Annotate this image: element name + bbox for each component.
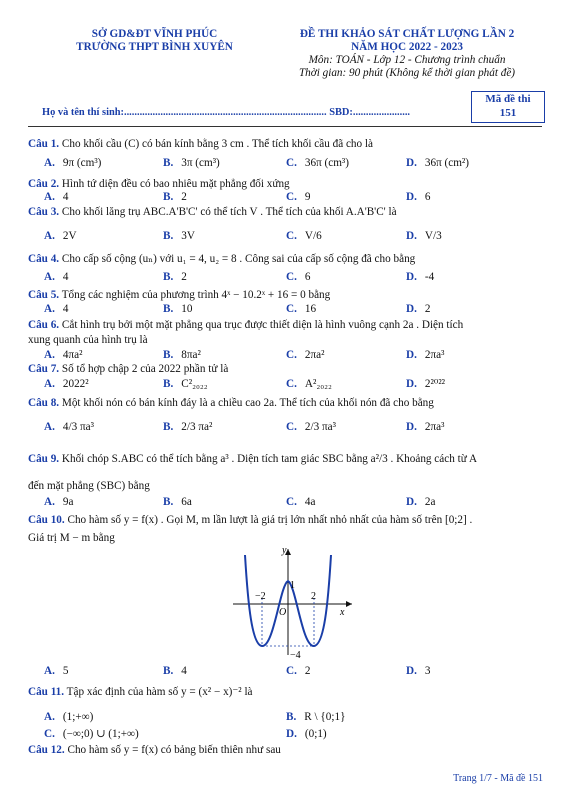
answer-option-a[interactable] xyxy=(44,156,101,170)
option-key: B. xyxy=(163,191,174,203)
option-value: (1;+∞) xyxy=(62,711,94,723)
option-key: A. xyxy=(44,230,55,242)
question-1 xyxy=(28,137,546,151)
answer-option-d[interactable] xyxy=(406,377,445,391)
question-7 xyxy=(28,362,546,376)
answer-option-b[interactable] xyxy=(163,270,187,284)
option-value: -4 xyxy=(424,271,435,283)
option-value: R \ {0;1} xyxy=(304,711,346,723)
answer-option-c[interactable] xyxy=(286,156,349,170)
option-value: 2πa³ xyxy=(424,349,445,361)
option-value: 36π (cm³) xyxy=(304,157,349,169)
option-value: (−∞;0) ∪ (1;+∞) xyxy=(62,728,139,740)
option-key: B. xyxy=(163,271,174,283)
option-value: V/6 xyxy=(304,230,322,242)
question-5 xyxy=(28,288,546,302)
question-text: Hình tứ diện đều có bao nhiêu mặt phẳng đối xứng xyxy=(61,178,290,190)
option-value: 2 xyxy=(424,303,431,315)
time-line: Thời gian: 90 phút (Không kể thời gian phát đề) xyxy=(298,67,516,79)
option-key: D. xyxy=(406,496,417,508)
option-key: A. xyxy=(44,349,55,361)
question-label: Câu 5. xyxy=(28,289,60,301)
question-label: Câu 9. xyxy=(28,453,60,465)
question-6 xyxy=(28,318,546,332)
option-key: A. xyxy=(44,271,55,283)
option-key: D. xyxy=(406,303,417,315)
option-value: 16 xyxy=(304,303,317,315)
answer-option-c[interactable] xyxy=(286,377,332,391)
option-key: D. xyxy=(406,421,417,433)
option-key: B. xyxy=(286,711,297,723)
answer-option-c[interactable] xyxy=(286,229,322,243)
answer-option-c[interactable] xyxy=(286,270,310,284)
header-divider xyxy=(28,126,542,127)
option-value: 10 xyxy=(181,303,193,315)
tick-label-1: 1 xyxy=(290,580,295,591)
option-key: C. xyxy=(286,271,297,283)
question-text: Cho hàm số y = f(x) có bảng biến thiên như sau xyxy=(67,744,281,756)
option-key: A. xyxy=(44,191,55,203)
department-name: SỞ GD&ĐT VĨNH PHÚC xyxy=(91,28,218,40)
option-key: D. xyxy=(406,157,417,169)
header-right xyxy=(262,28,552,80)
answer-option-d[interactable] xyxy=(406,348,444,362)
question-text: Cho hàm số y = f(x) . Gọi M, m lần lượt là giá trị lớn nhất nhỏ nhất của hàm số trên [0;2] . xyxy=(67,514,473,526)
option-key: D. xyxy=(406,665,417,677)
option-value: 4 xyxy=(62,191,69,203)
answer-option-a[interactable] xyxy=(44,495,73,509)
option-key: B. xyxy=(163,349,174,361)
answer-option-b[interactable] xyxy=(163,302,192,316)
question-text: Cho khối lăng trụ ABC.A'B'C' có thể tích V . Thể tích của khối A.A'B'C' là xyxy=(61,206,397,218)
option-key: D. xyxy=(406,230,417,242)
tick-label-neg2: −2 xyxy=(255,591,266,602)
option-key: D. xyxy=(406,349,417,361)
origin-label: O xyxy=(279,607,287,618)
question-label: Câu 2. xyxy=(28,178,60,190)
option-value: 2/3 πa³ xyxy=(304,421,336,433)
question-label: Câu 3. xyxy=(28,206,60,218)
option-key: D. xyxy=(406,271,417,283)
option-value: 4 xyxy=(62,303,69,315)
answer-option-c[interactable] xyxy=(286,495,315,509)
answer-option-b[interactable] xyxy=(163,664,187,678)
question-text: Tổng các nghiệm của phương trình 4ˣ − 10.2ˣ + 16 = 0 bằng xyxy=(61,289,331,301)
answer-option-b[interactable] xyxy=(163,377,208,391)
option-key: A. xyxy=(44,496,55,508)
school-year: NĂM HỌC 2022 - 2023 xyxy=(351,41,463,53)
option-value: 36π (cm²) xyxy=(424,157,469,169)
option-value: 8πa² xyxy=(181,349,201,361)
question-label: Câu 8. xyxy=(28,397,60,409)
answer-option-a[interactable] xyxy=(44,229,77,243)
option-value: 6 xyxy=(424,191,431,203)
option-value: V/3 xyxy=(424,230,442,242)
question-text-continued: đến mặt phẳng (SBC) bằng xyxy=(28,480,150,492)
option-value: 2²⁰²² xyxy=(424,378,446,390)
option-key: C. xyxy=(286,349,297,361)
option-value: 3V xyxy=(181,230,195,242)
option-value: 2a xyxy=(424,496,436,508)
question-text: Cho khối cầu (C) có bán kính bằng 3 cm . Thể tích khối cầu đã cho là xyxy=(61,138,373,150)
question-text: Tập xác định của hàm số y = (x² − x)⁻² là xyxy=(66,686,253,698)
question-text-continued: Giá trị M − m bằng xyxy=(28,532,115,544)
option-value: 4/3 πa³ xyxy=(62,421,94,433)
question-label: Câu 1. xyxy=(28,138,60,150)
page-footer: Trang 1/7 - Mã đề 151 xyxy=(453,773,543,784)
option-value: 2πa³ xyxy=(424,421,445,433)
option-key: B. xyxy=(163,157,174,169)
option-value: 2 xyxy=(304,665,311,677)
answer-option-d[interactable] xyxy=(406,420,444,434)
question-label: Câu 7. xyxy=(28,363,60,375)
answer-option-b[interactable] xyxy=(163,190,187,204)
option-value: C²₂₀₂₂ xyxy=(181,378,208,390)
answer-option-a[interactable] xyxy=(44,190,68,204)
question-2 xyxy=(28,177,546,191)
option-key: C. xyxy=(286,665,297,677)
answer-option-d[interactable] xyxy=(406,302,430,316)
option-key: C. xyxy=(286,421,297,433)
question-8 xyxy=(28,396,546,410)
answer-option-b[interactable] xyxy=(163,156,220,170)
tick-label-neg4: −4 xyxy=(290,650,301,661)
option-key: A. xyxy=(44,303,55,315)
option-key: C. xyxy=(286,496,297,508)
option-value: (0;1) xyxy=(304,728,327,740)
exam-code-label: Mã đề thi xyxy=(485,93,531,105)
answer-option-c[interactable] xyxy=(286,664,310,678)
option-key: D. xyxy=(406,378,417,390)
option-value: 9π (cm³) xyxy=(62,157,102,169)
option-value: 4 xyxy=(181,665,187,677)
question-label: Câu 12. xyxy=(28,744,65,756)
exam-code: 151 xyxy=(499,107,517,119)
school-name: TRƯỜNG THPT BÌNH XUYÊN xyxy=(76,41,233,53)
y-axis-label: y xyxy=(282,545,287,556)
answer-option-a[interactable] xyxy=(44,664,68,678)
question-11 xyxy=(28,685,546,699)
question-text-continued: xung quanh của hình trụ là xyxy=(28,334,148,346)
option-key: A. xyxy=(44,378,55,390)
answer-option-a[interactable] xyxy=(44,377,89,391)
answer-option-a[interactable] xyxy=(44,710,93,724)
function-graph xyxy=(228,545,358,663)
option-key: D. xyxy=(286,728,297,740)
option-value: 2 xyxy=(181,271,187,283)
answer-option-d[interactable] xyxy=(406,270,434,284)
question-text: Số tổ hợp chập 2 của 2022 phần tử là xyxy=(61,363,229,375)
header-left xyxy=(52,28,257,54)
answer-option-b[interactable] xyxy=(163,348,201,362)
answer-option-d[interactable] xyxy=(406,156,469,170)
option-value: 4 xyxy=(62,271,69,283)
answer-option-a[interactable] xyxy=(44,348,82,362)
answer-option-c[interactable] xyxy=(286,302,316,316)
option-value: 6a xyxy=(181,496,192,508)
option-value: 4a xyxy=(304,496,316,508)
answer-option-c[interactable] xyxy=(286,348,324,362)
option-key: B. xyxy=(163,496,174,508)
option-key: C. xyxy=(286,378,297,390)
answer-option-d[interactable] xyxy=(286,727,327,741)
option-value: 6 xyxy=(304,271,311,283)
exam-title: ĐỀ THI KHẢO SÁT CHẤT LƯỢNG LẦN 2 xyxy=(299,28,515,40)
option-key: C. xyxy=(286,303,297,315)
option-value: A²₂₀₂₂ xyxy=(304,378,332,390)
option-key: B. xyxy=(163,421,174,433)
answer-option-c[interactable] xyxy=(286,420,336,434)
answer-option-d[interactable] xyxy=(406,495,435,509)
question-9 xyxy=(28,452,546,466)
answer-option-b[interactable] xyxy=(163,495,192,509)
option-key: A. xyxy=(44,421,55,433)
option-value: 2/3 πa² xyxy=(181,421,213,433)
answer-option-a[interactable] xyxy=(44,302,68,316)
option-key: D. xyxy=(406,191,417,203)
answer-option-d[interactable] xyxy=(406,190,430,204)
student-info-line: Họ và tên thí sinh:.............................................................................. SBD:...................... xyxy=(42,107,411,118)
option-value: 9 xyxy=(304,191,311,203)
option-key: C. xyxy=(44,728,55,740)
subject-line: Môn: TOÁN - Lớp 12 - Chương trình chuẩn xyxy=(308,54,506,66)
answer-option-b[interactable] xyxy=(163,229,195,243)
option-value: 5 xyxy=(62,665,69,677)
option-key: C. xyxy=(286,230,297,242)
x-axis-arrow xyxy=(346,601,352,607)
question-label: Câu 10. xyxy=(28,514,65,526)
option-value: 9a xyxy=(62,496,74,508)
answer-option-d[interactable] xyxy=(406,664,430,678)
exam-code-box xyxy=(471,91,545,123)
option-value: 4πa² xyxy=(62,349,83,361)
option-key: C. xyxy=(286,157,297,169)
question-4 xyxy=(28,252,546,266)
question-label: Câu 11. xyxy=(28,686,65,698)
option-key: B. xyxy=(163,378,174,390)
option-key: A. xyxy=(44,157,55,169)
question-text: Cho cấp số cộng (uₙ) với u₁ = 4, u₂ = 8 . Công sai của cấp số cộng đã cho bằng xyxy=(61,253,416,265)
option-key: A. xyxy=(44,665,55,677)
option-value: 3π (cm³) xyxy=(181,157,220,169)
option-value: 2V xyxy=(62,230,77,242)
option-value: 2 xyxy=(181,191,187,203)
question-text: Cắt hình trụ bởi một mặt phẳng qua trục được thiết diện là hình vuông cạnh 2a . Diện tích xyxy=(61,319,464,331)
answer-option-b[interactable] xyxy=(163,420,212,434)
option-value: 3 xyxy=(424,665,431,677)
option-key: B. xyxy=(163,303,174,315)
option-value: 2022² xyxy=(62,378,89,390)
question-text: Khối chóp S.ABC có thể tích bằng a³ . Diện tích tam giác SBC bằng a²/3 . Khoảng cách từ A xyxy=(61,453,478,465)
question-label: Câu 6. xyxy=(28,319,60,331)
question-12 xyxy=(28,743,546,757)
answer-option-d[interactable] xyxy=(406,229,442,243)
answer-option-c[interactable] xyxy=(44,727,139,741)
x-axis-label: x xyxy=(340,607,345,618)
option-key: A. xyxy=(44,711,55,723)
answer-option-a[interactable] xyxy=(44,270,68,284)
option-key: C. xyxy=(286,191,297,203)
question-label: Câu 4. xyxy=(28,253,60,265)
answer-option-b[interactable] xyxy=(286,710,345,724)
tick-label-2: 2 xyxy=(311,591,316,602)
answer-option-c[interactable] xyxy=(286,190,310,204)
answer-option-a[interactable] xyxy=(44,420,94,434)
question-3 xyxy=(28,205,546,219)
question-10 xyxy=(28,513,546,527)
option-value: 2πa² xyxy=(304,349,325,361)
option-key: B. xyxy=(163,665,174,677)
question-text: Một khối nón có bán kính đáy là a chiều cao 2a. Thể tích của khối nón đã cho bằng xyxy=(61,397,434,409)
option-key: B. xyxy=(163,230,174,242)
